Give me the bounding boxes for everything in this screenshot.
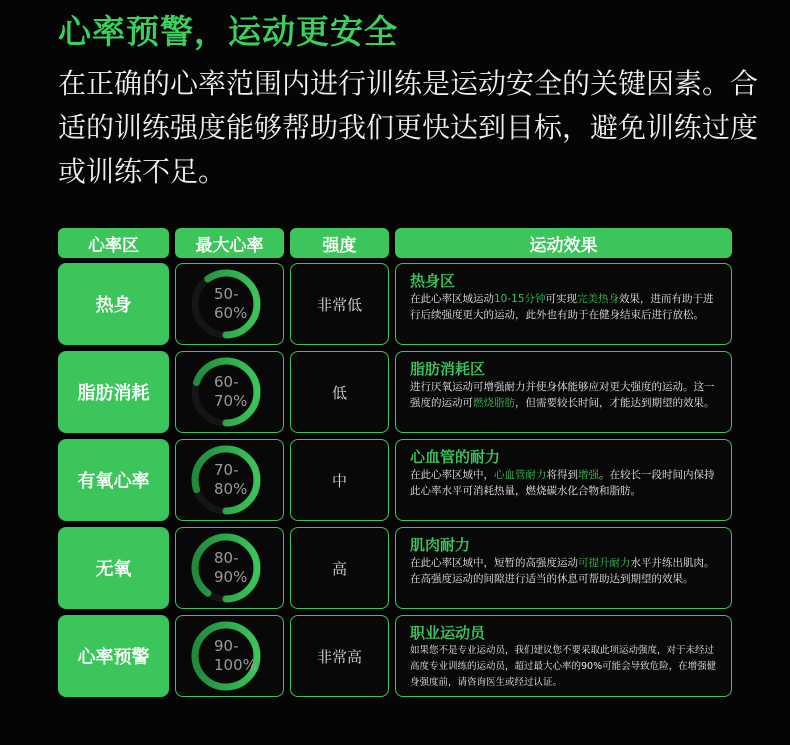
max-hr-cell <box>175 527 284 609</box>
zone-label: 有氧心率 <box>58 439 169 521</box>
effect-cell <box>395 263 732 345</box>
effect-description <box>410 643 722 691</box>
effect-title: 脂肪消耗区 <box>410 360 486 378</box>
highlight-text: 完美热身 <box>577 293 620 305</box>
max-hr-cell <box>175 263 284 345</box>
header-intensity: 强度 <box>290 228 389 258</box>
intensity-value: 非常高 <box>290 615 389 697</box>
effect-title: 职业运动员 <box>410 624 486 642</box>
body-text: 在此心率区域中， <box>410 469 494 481</box>
highlight-text: 可提升耐力 <box>578 557 631 569</box>
max-hr-range <box>214 637 274 675</box>
header-zone: 心率区 <box>58 228 169 258</box>
effect-title: 热身区 <box>410 272 456 290</box>
body-text: 将得到 <box>546 469 578 481</box>
zone-label: 心率预警 <box>58 615 169 697</box>
header-effect: 运动效果 <box>395 228 732 258</box>
max-hr-cell <box>175 439 284 521</box>
page-title: 心率预警，运动更安全 <box>58 12 398 51</box>
effect-cell <box>395 615 732 697</box>
body-text: ，但需要较长时间，才能达到期望的效果。 <box>515 397 715 409</box>
max-hr-range <box>214 549 274 587</box>
body-text: 进行厌氧运动可增强耐力并使身体能够应对更大强度的运动。这一强度的运动可 <box>410 381 715 409</box>
range-line1: 80- <box>214 548 239 567</box>
effect-title: 心血管的耐力 <box>410 448 501 466</box>
max-hr-range <box>214 285 274 323</box>
max-hr-cell <box>175 615 284 697</box>
body-text: 在此心率区域中，短暂的高强度运动 <box>410 557 578 569</box>
body-text: 可实现 <box>545 293 578 305</box>
range-line1: 70- <box>214 460 239 479</box>
intro-paragraph: 在正确的心率范围内进行训练是运动安全的关键因素。合适的训练强度能够帮助我们更快达到目标，避免训练过度或训练不足。 <box>58 67 759 188</box>
effect-description <box>410 467 722 499</box>
effect-description <box>410 379 722 411</box>
max-hr-range <box>214 373 274 411</box>
effect-description <box>410 555 722 587</box>
body-text: 如果您不是专业运动员，我们建议您不要采取此项运动强度，对于未经过高度专业训练的运动员，超过最大心率的90%可能会导致危险，在增强健身强度前，请咨询医生或经过认证。 <box>410 645 717 688</box>
range-line2: 90% <box>214 567 248 586</box>
range-line2: 60% <box>214 303 248 322</box>
intensity-value: 低 <box>290 351 389 433</box>
range-line1: 90- <box>214 636 239 655</box>
body-text: 效果，进而有助于进行后续强度更大的运动，此外也有助于在健身结束后进行放松。 <box>410 293 714 321</box>
effect-description <box>410 291 722 323</box>
zone-label: 热身 <box>58 263 169 345</box>
highlight-text: 燃烧脂肪 <box>473 397 515 409</box>
intensity-value: 中 <box>290 439 389 521</box>
effect-title: 肌肉耐力 <box>410 536 471 554</box>
intensity-value: 非常低 <box>290 263 389 345</box>
highlight-text: 10-15分钟 <box>494 293 546 305</box>
max-hr-cell <box>175 351 284 433</box>
highlight-text: 增强 <box>578 469 599 481</box>
range-line2: 70% <box>214 391 248 410</box>
range-line2: 100% <box>214 655 257 674</box>
body-text: 。在较长一段时间内保持此心率水平可消耗热量，燃烧碳水化合物和脂肪。 <box>410 469 715 497</box>
effect-cell <box>395 439 732 521</box>
effect-cell <box>395 351 732 433</box>
range-line1: 50- <box>214 284 239 303</box>
highlight-text: 心血管耐力 <box>494 469 547 481</box>
body-text: 在此心率区域运动 <box>410 293 494 305</box>
range-line1: 60- <box>214 372 239 391</box>
intensity-value: 高 <box>290 527 389 609</box>
zone-label: 无氧 <box>58 527 169 609</box>
effect-cell <box>395 527 732 609</box>
max-hr-range <box>214 461 274 499</box>
body-text: 水平并练出肌肉。在高强度运动的间隙进行适当的休息可帮助达到期望的效果。 <box>410 557 715 585</box>
zone-label: 脂肪消耗 <box>58 351 169 433</box>
header-max-hr: 最大心率 <box>175 228 284 258</box>
range-line2: 80% <box>214 479 248 498</box>
